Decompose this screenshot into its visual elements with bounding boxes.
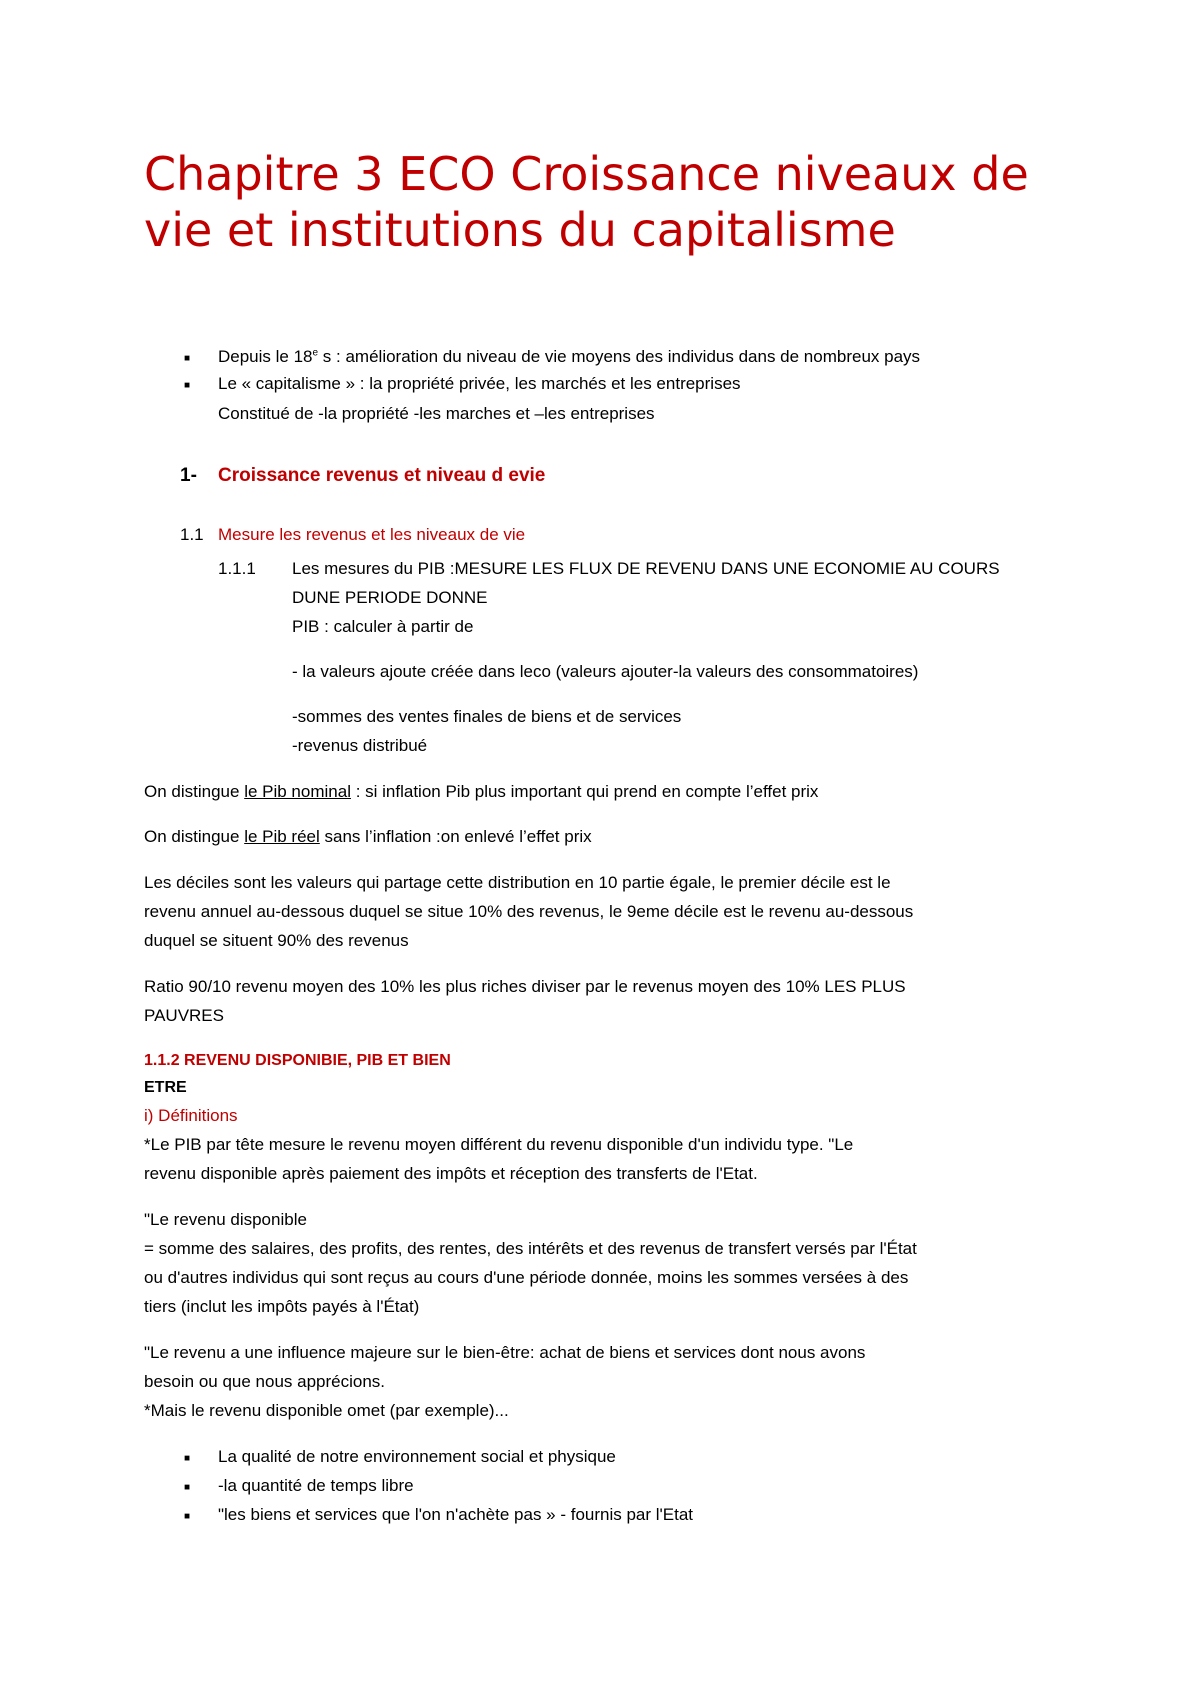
bullet-marker: ■ bbox=[184, 380, 191, 391]
bullet-item: Depuis le 18e s : amélioration du niveau de vie moyens des individus dans de nombreux pays bbox=[218, 347, 921, 366]
bullet-item: "les biens et services que l'on n'achète pas » - fournis par l'Etat bbox=[218, 1505, 694, 1524]
revenu-disponible-line: ou d'autres individus qui sont reçus au cours d'une période donnée, moins les sommes versées à des bbox=[144, 1268, 909, 1287]
section-1-1-1-line: Les mesures du PIB :MESURE LES FLUX DE REVENU DANS UNE ECONOMIE AU COURS bbox=[292, 559, 1000, 578]
section-1-1-1-line: - la valeurs ajoute créée dans leco (valeurs ajouter-la valeurs des consommatoires) bbox=[292, 662, 919, 681]
section-1-1-number: 1.1 bbox=[180, 525, 204, 544]
deciles-line: duquel se situent 90% des revenus bbox=[144, 931, 409, 950]
section-1-1-2-title-cont: ETRE bbox=[144, 1079, 187, 1096]
section-1-1-2-title: 1.1.2 REVENU DISPONIBIE, PIB ET BIEN bbox=[144, 1052, 451, 1069]
deciles-line: Les déciles sont les valeurs qui partage cette distribution en 10 partie égale, le premier décile est le bbox=[144, 873, 891, 892]
section-1-number: 1- bbox=[180, 465, 197, 486]
bullet-marker: ■ bbox=[184, 1453, 191, 1464]
revenu-disponible-line: "Le revenu disponible bbox=[144, 1210, 307, 1229]
influence-line: besoin ou que nous apprécions. bbox=[144, 1372, 386, 1391]
bullet-item: Le « capitalisme » : la propriété privée, les marchés et les entreprises bbox=[218, 374, 741, 393]
ratio-line: Ratio 90/10 revenu moyen des 10% les plus riches diviser par le revenus moyen des 10% LES PLUS bbox=[144, 977, 906, 996]
section-1-1-1-line: -sommes des ventes finales de biens et de services bbox=[292, 707, 682, 726]
ratio-line: PAUVRES bbox=[144, 1006, 224, 1025]
document-title: Chapitre 3 ECO Croissance niveaux de vie et institutions du capitalisme bbox=[144, 147, 1029, 257]
section-1-1-title: Mesure les revenus et les niveaux de vie bbox=[218, 525, 526, 544]
deciles-line: revenu annuel au-dessous duquel se situe 10% des revenus, le 9eme décile est le revenu au-dessous bbox=[144, 902, 914, 921]
pib-tete-line: revenu disponible après paiement des impôts et réception des transferts de l'Etat. bbox=[144, 1164, 758, 1183]
pib-reel-paragraph: On distingue le Pib réel sans l’inflation :on enlevé l’effet prix bbox=[144, 827, 592, 846]
bullet-marker: ■ bbox=[184, 1482, 191, 1493]
section-1-1-1-line: -revenus distribué bbox=[292, 736, 428, 755]
bullet-item: La qualité de notre environnement social et physique bbox=[218, 1447, 616, 1466]
bullet-marker: ■ bbox=[184, 1511, 191, 1522]
constitue-text: Constitué de -la propriété -les marches et –les entreprises bbox=[218, 404, 655, 423]
influence-line: "Le revenu a une influence majeure sur le bien-être: achat de biens et services dont nous avons bbox=[144, 1343, 866, 1362]
bullet-item: -la quantité de temps libre bbox=[218, 1476, 414, 1495]
pib-tete-line: *Le PIB par tête mesure le revenu moyen différent du revenu disponible d'un individu type. "Le bbox=[144, 1135, 854, 1154]
influence-line: *Mais le revenu disponible omet (par exemple)... bbox=[144, 1401, 509, 1420]
bullet-marker: ■ bbox=[184, 353, 191, 364]
revenu-disponible-line: tiers (inclut les impôts payés à l'État) bbox=[144, 1297, 420, 1316]
section-1-1-1-line: PIB : calculer à partir de bbox=[292, 617, 474, 636]
revenu-disponible-line: = somme des salaires, des profits, des rentes, des intérêts et des revenus de transfert versés par l'État bbox=[144, 1239, 917, 1258]
section-1-1-1-line: DUNE PERIODE DONNE bbox=[292, 588, 488, 607]
definitions-heading: i) Définitions bbox=[144, 1106, 238, 1125]
section-1-title: Croissance revenus et niveau d evie bbox=[218, 465, 546, 486]
pib-nominal-paragraph: On distingue le Pib nominal : si inflation Pib plus important qui prend en compte l’effet prix bbox=[144, 782, 819, 801]
section-1-1-1-number: 1.1.1 bbox=[218, 559, 256, 578]
